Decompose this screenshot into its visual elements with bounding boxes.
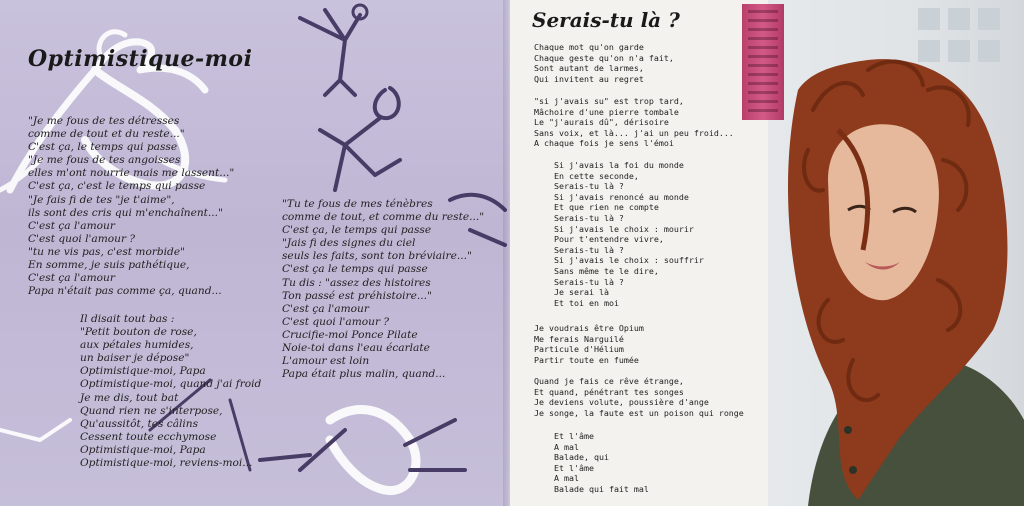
lyric-line: Serais-tu là ? bbox=[554, 276, 624, 287]
lyric-line: Sans voix, et là... j'ai un peu froid... bbox=[534, 127, 734, 138]
lyric-line: Crucifie-moi Ponce Pilate bbox=[282, 328, 418, 341]
lyric-line: ils sont des cris qui m'enchaînent..." bbox=[28, 206, 223, 219]
lyric-line: Le "j'aurais dû", dérisoire bbox=[534, 117, 669, 128]
lyric-line: Balade, qui bbox=[554, 452, 609, 463]
lyric-line: C'est quoi l'amour ? bbox=[28, 232, 136, 245]
lyrics-stanza bbox=[554, 160, 704, 308]
lyric-line: Cessent toute ecchymose bbox=[80, 430, 217, 443]
lyric-line: A mal bbox=[554, 473, 579, 484]
lyric-line: Et toi en moi bbox=[554, 297, 619, 308]
portrait-photo bbox=[768, 0, 1024, 506]
lyric-line: Quand rien ne s'interpose, bbox=[80, 404, 223, 417]
lyric-line: Papa n'était pas comme ça, quand... bbox=[28, 285, 222, 298]
lyric-line: Je deviens volute, poussière d'ange bbox=[534, 397, 709, 408]
lyric-line: En cette seconde, bbox=[554, 170, 639, 181]
lyric-line: C'est ça l'amour bbox=[28, 272, 115, 285]
portrait-illustration bbox=[768, 0, 1024, 506]
lyric-line: un baiser je dépose" bbox=[80, 352, 190, 365]
lyric-line: C'est quoi l'amour ? bbox=[282, 315, 390, 328]
lyric-line: Serais-tu là ? bbox=[554, 181, 624, 192]
lyrics-stanza bbox=[80, 313, 261, 470]
lyric-line: C'est ça, le temps qui passe bbox=[28, 141, 178, 154]
lyrics-stanza bbox=[534, 376, 744, 418]
lyric-line: Partir toute en fumée bbox=[534, 354, 639, 365]
lyric-line: Optimistique-moi, reviens-moi... bbox=[80, 457, 253, 470]
lyric-line: Optimistique-moi, Papa bbox=[80, 365, 206, 378]
lyric-line: aux pétales humides, bbox=[80, 339, 194, 352]
lyric-line: elles m'ont nourrie mais me lassent..." bbox=[28, 167, 235, 180]
lyric-line: Qui invitent au regret bbox=[534, 73, 644, 84]
lyric-line: C'est ça le temps qui passe bbox=[282, 263, 428, 276]
lyric-line: "si j'avais su" est trop tard, bbox=[534, 96, 684, 106]
lyric-line: Sont autant de larmes, bbox=[534, 63, 644, 74]
lyric-line: Et quand, pénétrant tes songes bbox=[534, 386, 684, 397]
lyric-line: Papa était plus malin, quand... bbox=[282, 368, 446, 381]
left-booklet-page bbox=[0, 0, 510, 506]
lyric-line: Me ferais Narguilé bbox=[534, 333, 624, 344]
lyric-line: Pour t'entendre vivre, bbox=[554, 234, 664, 245]
lyric-line: C'est ça l'amour bbox=[28, 219, 115, 232]
lyric-line: Chaque mot qu'on garde bbox=[534, 42, 644, 52]
song-title-serais-tu-la: Serais-tu là ? bbox=[532, 8, 680, 32]
lyric-line: Optimistique-moi, Papa bbox=[80, 443, 206, 456]
lyric-line: Chaque geste qu'on n'a fait, bbox=[534, 52, 674, 63]
lyrics-stanza bbox=[534, 323, 644, 365]
lyrics-stanza bbox=[554, 431, 649, 495]
lyric-line: "Je me fous de tes détresses bbox=[28, 115, 180, 127]
lyric-line: C'est ça, le temps qui passe bbox=[282, 224, 432, 237]
lyric-line: Et que rien ne compte bbox=[554, 202, 659, 213]
lyric-line: Je songe, la faute est un poison qui ronge bbox=[534, 407, 744, 418]
lyric-line: Si j'avais le choix : mourir bbox=[554, 223, 694, 234]
lyrics-stanza bbox=[534, 42, 674, 84]
lyric-line: Serais-tu là ? bbox=[554, 244, 624, 255]
lyric-line: Mâchoire d'une pierre tombale bbox=[534, 106, 679, 117]
lyric-line: Optimistique-moi, quand j'ai froid bbox=[80, 378, 262, 391]
lyric-line: "Je fais fi de tes "je t'aime", bbox=[28, 193, 175, 206]
lyric-line: Si j'avais la foi du monde bbox=[554, 160, 684, 170]
lyrics-stanza bbox=[28, 115, 234, 298]
lyric-line: C'est ça l'amour bbox=[282, 302, 369, 315]
lyric-line: C'est ça, c'est le temps qui passe bbox=[28, 180, 206, 193]
stamp-pattern bbox=[748, 10, 778, 114]
lyric-line: A mal bbox=[554, 441, 579, 452]
lyric-line: Tu dis : "assez des histoires bbox=[282, 276, 431, 289]
lyrics-stanza bbox=[534, 96, 734, 149]
lyric-line: Sans même te le dire, bbox=[554, 265, 659, 276]
song-title-optimistique-moi: Optimistique-moi bbox=[28, 46, 253, 72]
lyric-line: "Petit bouton de rose, bbox=[80, 326, 197, 339]
lyric-line: Il disait tout bas : bbox=[80, 313, 175, 325]
lyric-line: Ton passé est préhistoire..." bbox=[282, 289, 432, 302]
lyric-line: Si j'avais renoncé au monde bbox=[554, 191, 689, 202]
lyric-line: Et l'âme bbox=[554, 462, 594, 473]
lyric-line: "Je me fous de tes angoisses bbox=[28, 154, 181, 167]
right-booklet-page bbox=[510, 0, 1024, 506]
lyric-line: Noie-toi dans l'eau écarlate bbox=[282, 342, 430, 355]
lyric-line: comme de tout et du reste..." bbox=[28, 128, 185, 141]
lyric-line: Qu'aussitôt, tes câlins bbox=[80, 417, 199, 430]
lyric-line: "tu ne vis pas, c'est morbide" bbox=[28, 245, 185, 258]
lyric-line: comme de tout, et comme du reste..." bbox=[282, 211, 485, 224]
lyrics-stanza bbox=[282, 198, 484, 381]
lyric-line: Serais-tu là ? bbox=[554, 212, 624, 223]
lyric-line: Particule d'Hélium bbox=[534, 344, 624, 355]
lyric-line: L'amour est loin bbox=[282, 355, 370, 368]
lyric-line: "Tu te fous de mes ténèbres bbox=[282, 198, 433, 210]
lyric-line: Je serai là bbox=[554, 287, 609, 298]
lyric-line: "Jais fi des signes du ciel bbox=[282, 237, 416, 250]
lyric-line: Je me dis, tout bat bbox=[80, 391, 179, 404]
lyric-line: Si j'avais le choix : souffrir bbox=[554, 255, 704, 266]
lyric-line: A chaque fois je sens l'émoi bbox=[534, 138, 674, 149]
lyric-line: En somme, je suis pathétique, bbox=[28, 259, 190, 272]
lyric-line: Quand je fais ce rêve étrange, bbox=[534, 376, 684, 386]
lyric-line: Je voudrais être Opium bbox=[534, 323, 644, 333]
lyric-line: Balade qui fait mal bbox=[554, 483, 649, 494]
lyric-line: seuls les faits, sont ton bréviaire..." bbox=[282, 250, 472, 263]
lyric-line: Et l'âme bbox=[554, 431, 594, 441]
